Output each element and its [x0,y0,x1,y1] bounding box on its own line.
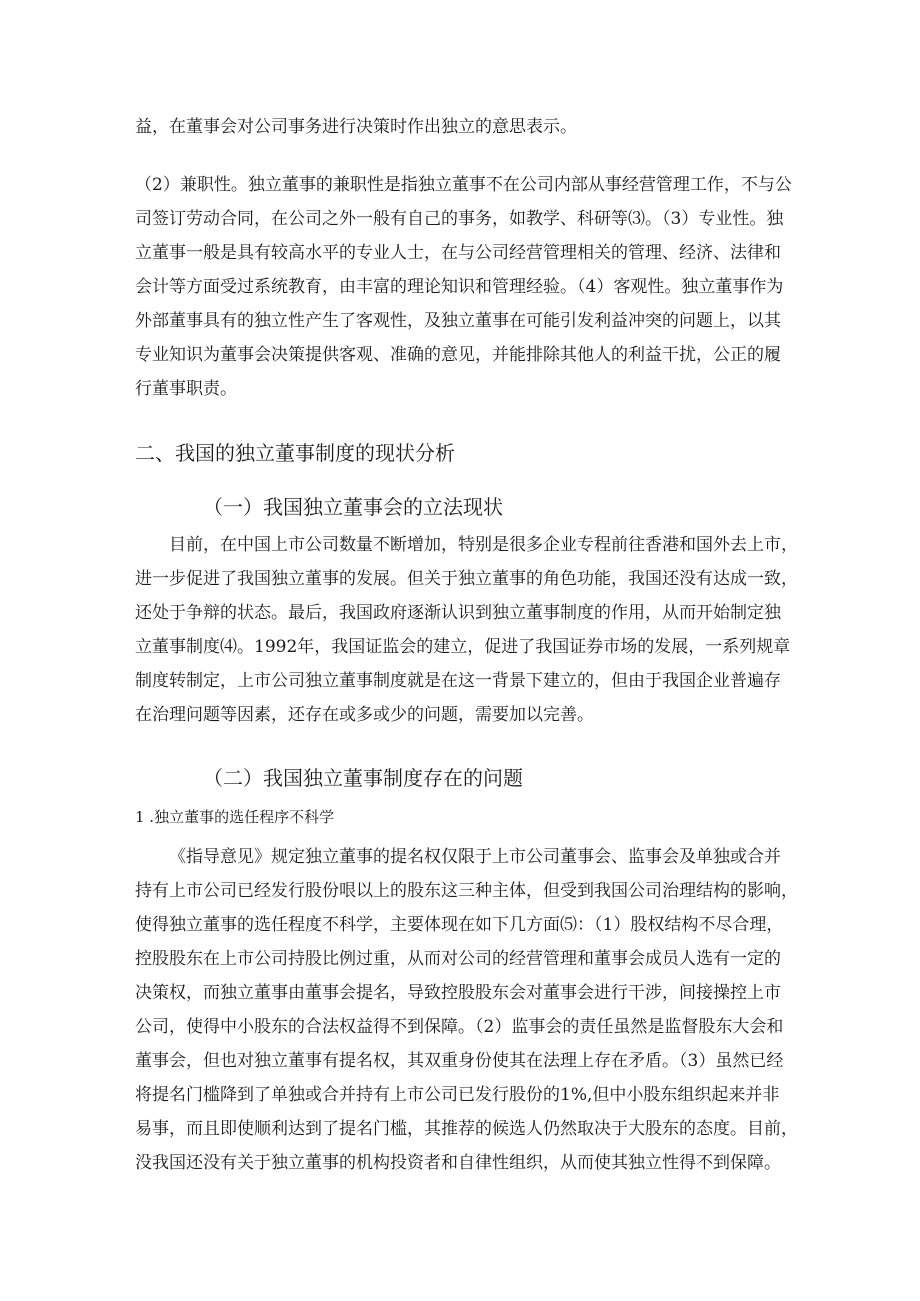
text-line: 会计等方面受过系统教育，由丰富的理论知识和管理经验。（4）客观性。独立董事作为 [135,277,784,297]
text-line: 《指导意见》规定独立董事的提名权仅限于上市公司董事会、监事会及单独或合并 [169,847,781,867]
section-heading: 二、我国的独立董事制度的现状分析 [135,441,455,465]
paragraph-intro-continuation [135,110,795,144]
text-line: 没我国还没有关于独立董事的机构投资者和自律性组织，从而使其独立性得不到保障。 [135,1153,781,1173]
paragraph-characteristics [135,168,795,406]
text-line: 目前，在中国上市公司数量不断增加，特别是很多企业专程前往香港和国外去上市， [169,535,798,555]
text-line: 公司，使得中小股东的合法权益得不到保障。（2）监事会的责任虽然是监督股东大会和 [135,1017,784,1037]
text-line: 控股股东在上市公司持股比例过重，从而对公司的经营管理和董事会成员人选有一定的 [135,949,781,969]
text-line: 易事，而且即使顺利达到了提名门槛，其推荐的候选人仍然取决于大股东的态度。目前， [135,1119,798,1139]
paragraph-selection-issues [135,840,798,1180]
text-line: 行董事职责。 [135,379,237,399]
text-line: 益，在董事会对公司事务进行决策时作出独立的意思表示。 [135,117,577,137]
text-line: 在治理问题等因素，还存在或多或少的问题，需要加以完善。 [135,705,594,725]
text-line: 决策权，而独立董事由董事会提名，导致控股股东会对董事会进行干涉，间接操控上市 [135,983,781,1003]
text-line: 董事会，但也对独立董事有提名权，其双重身份使其在法理上存在矛盾。（3）虽然已经 [135,1051,784,1071]
text-line: 立董事制度⑷。1992年，我国证监会的建立，促进了我国证券市场的发展，一系列规章 [135,637,791,657]
text-line: 专业知识为董事会决策提供客观、准确的意见，并能排除其他人的利益干扰，公正的履 [135,345,781,365]
text-line: 进一步促进了我国独立董事的发展。但关于独立董事的角色功能，我国还没有达成一致， [135,569,798,589]
text-line: 立董事一般是具有较高水平的专业人士，在与公司经营管理相关的管理、经济、法律和 [135,243,781,263]
text-line: 制度转制定，上市公司独立董事制度就是在这一背景下建立的，但由于我国企业普遍存 [135,671,781,691]
text-line: 司签订劳动合同，在公司之外一般有自己的事务，如教学、科研等⑶。（3）专业性。独 [135,209,784,229]
text-line: 使得独立董事的选任程度不科学，主要体现在如下几方面⑸：（1）股权结构不尽合理， [135,915,784,935]
subsection-heading: （一）我国独立董事会的立法现状 [203,495,503,519]
paragraph-legislation-status [135,528,798,732]
text-line: 外部董事具有的独立性产生了客观性，及独立董事在可能引发利益冲突的问题上，以其 [135,311,781,331]
text-line: （2）兼职性。独立董事的兼职性是指独立董事不在公司内部从事经营管理工作，不与公 [135,175,792,195]
subsection-heading: （二）我国独立董事制度存在的问题 [203,766,523,790]
list-item-heading: 1 .独立董事的选任程序不科学 [135,808,335,826]
text-line: 持有上市公司已经发行股份哏以上的股东这三种主体，但受到我国公司治理结构的影响， [135,881,798,901]
text-line: 还处于争辩的状态。最后，我国政府逐渐认识到独立董事制度的作用，从而开始制定独 [135,603,781,623]
text-line: 将提名门槛降到了单独或合并持有上市公司已发行股份的1%,但中小股东组织起来并非 [135,1085,780,1105]
